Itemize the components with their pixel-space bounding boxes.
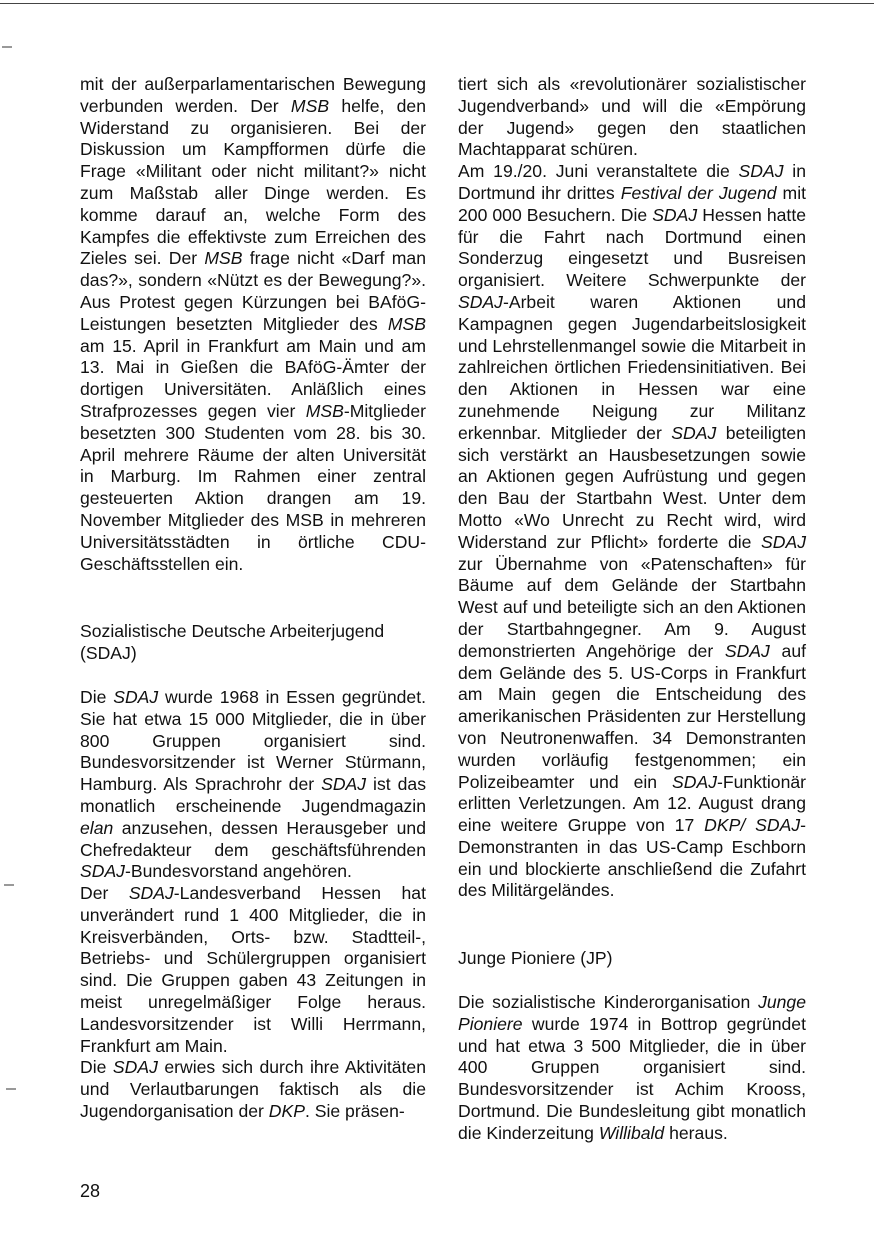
italic-term: MSB bbox=[290, 95, 330, 116]
text-run: erwies sich durch ihre Aktivitäten und Verlautbarungen faktisch als die Jugendorganisation der bbox=[80, 1057, 426, 1122]
text-run: -Bundesvorstand angehören. bbox=[124, 861, 352, 882]
italic-term: SDAJ bbox=[672, 771, 718, 792]
text-run: -Funktionär erlitten Verletzungen. Am 12. August drang eine weitere Gruppe von 17 bbox=[458, 771, 806, 836]
text-run: mit der außerparlamentarischen Bewegung verbunden werden. Der bbox=[80, 74, 426, 116]
text-run: Am 19./20. Juni veranstaltete die bbox=[458, 161, 739, 182]
text-run: anzusehen, dessen Herausgeber und Chefredakteur dem geschäftsführenden bbox=[80, 817, 426, 860]
italic-term: SDAJ bbox=[321, 774, 367, 795]
text-run: -Demonstranten in das US-Camp Eschborn ein und blockierte anschließend die Zufahrt des Militärgeländes. bbox=[458, 815, 806, 901]
sdaj-paragraph-activities bbox=[80, 1057, 426, 1122]
text-run: auf dem Gelände des 5. US-Corps in Frankfurt am Main gegen die Entscheidung des amerikanischen Präsidenten zur Herstellung von Neutronenwaffen. 34 Demonstranten wurden vorläufig festgenommen; ein Polizeibeamter und ein bbox=[458, 640, 806, 792]
text-run: am 15. April in Frankfurt am Main und am 13. Mai in Gießen die BAföG-Ämter der dortigen Universitäten. Anläßlich eines Strafprozesses gegen vier bbox=[80, 335, 426, 421]
sdaj-paragraph-hessen bbox=[80, 883, 426, 1057]
italic-term: SDAJ bbox=[761, 531, 806, 552]
text-run: ist das monatlich erscheinende Jugendmagazin bbox=[80, 774, 426, 816]
text-run: tiert sich als «revolutionärer sozialistischer Jugendverband» und will die «Empörung der Jugend» gegen den staatlichen Machtapparat schüren. bbox=[458, 74, 806, 160]
text-run: heraus. bbox=[664, 1122, 728, 1143]
text-run: -Arbeit waren Aktionen und Kampagnen gegen Jugendarbeitslosigkeit und Lehrstellenmangel sowie die Mitarbeit in zahlreichen örtlichen Friedensinitiativen. Bei den Aktionen in Hessen war eine zunehmende Neigung zur Militanz erkennbar. Mitglieder der bbox=[458, 291, 806, 443]
sdaj-heading-line: (SDAJ) bbox=[80, 643, 137, 664]
text-run: Hessen hatte für die Fahrt nach Dortmund einen Sonderzug eingesetzt und Busreisen organisiert. Weitere Schwerpunkte der bbox=[458, 204, 806, 291]
italic-term: SDAJ bbox=[113, 686, 159, 707]
italic-term: MSB bbox=[204, 248, 243, 269]
continuation-paragraph bbox=[458, 74, 806, 161]
text-run: Die sozialistische Kinderorganisation bbox=[458, 992, 759, 1013]
sdaj-heading-line: Sozialistische Deutsche Arbeiterjugend bbox=[80, 621, 385, 642]
text-run: in Dortmund ihr drittes bbox=[458, 161, 806, 203]
text-run: frage nicht «Darf man das?», sondern «Nützt es der Bewegung?». Aus Protest gegen Kürzungen bei BAföG-Leistungen besetzten Mitglieder des bbox=[80, 248, 426, 334]
text-run: mit 200 000 Besuchern. Die bbox=[458, 182, 807, 225]
italic-term: DKP/ SDAJ bbox=[704, 815, 801, 836]
text-run: beteiligten sich verstärkt an Hausbesetzungen sowie an Aktionen gegen Aufrüstung und gegen den Bau der Startbahn West. Unter dem Motto «Wo Unrecht zu Recht wird, wird Widerstand zur Pflicht» forderte die bbox=[458, 422, 806, 552]
scan-artifact-mark bbox=[2, 46, 12, 48]
page-number: 28 bbox=[80, 1181, 101, 1201]
text-run: helfe, den Widerstand zu organisieren. Bei der Diskussion um Kampfformen dürfe die Frage «Militant oder nicht militant?» nicht zum Maßstab aller Dinge werden. Es komme darauf an, welche Form des Kampfes die effektivste zum Erreichen des Zieles sei. Der bbox=[80, 95, 427, 269]
italic-term: MSB bbox=[305, 400, 344, 421]
jp-paragraph bbox=[458, 992, 806, 1145]
italic-term: SDAJ bbox=[652, 204, 698, 225]
page-top-rule bbox=[0, 3, 874, 4]
italic-term: MSB bbox=[387, 313, 426, 334]
italic-term: elan bbox=[80, 817, 114, 838]
text-run: wurde 1974 in Bottrop gegründet und hat etwa 3 500 Mitglieder, die in über 400 Gruppen organisiert sind. Bundesvorsitzender ist Achim Krooss, Dortmund. Die Bundesleitung gibt monatlich die Kinderzeitung bbox=[458, 1013, 806, 1143]
right-text-column bbox=[458, 74, 806, 1145]
italic-term: SDAJ bbox=[80, 861, 125, 882]
text-run: zur Übernahme von «Patenschaften» für Bäume auf dem Gelände der Startbahn West auf und beteiligte sich an den Aktionen der Startbahngegner. Am 9. August demonstrierten Angehörige der bbox=[458, 553, 806, 661]
scan-artifact-mark bbox=[6, 1088, 16, 1090]
intro-paragraph bbox=[80, 74, 426, 575]
italic-term: Festival der Jugend bbox=[620, 182, 777, 203]
scan-artifact-mark bbox=[4, 884, 14, 886]
section-gap bbox=[458, 902, 806, 948]
text-run: Die bbox=[80, 686, 114, 707]
italic-term: SDAJ bbox=[738, 161, 784, 182]
italic-term: DKP bbox=[268, 1101, 305, 1122]
text-run: . Sie präsen- bbox=[304, 1101, 405, 1122]
section-gap bbox=[458, 970, 806, 992]
festival-paragraph bbox=[458, 161, 806, 902]
text-run: -Mitglieder besetzten 300 Studenten vom 28. bis 30. April mehrere Räume der alten Universität in Marburg. Im Rahmen einer zentral gesteuerten Aktion drangen am 19. November Mitglieder des MSB in mehreren Universitätsstädten in örtliche CDU-Geschäftsstellen ein. bbox=[80, 400, 426, 574]
italic-term: Willibald bbox=[598, 1122, 665, 1143]
italic-term: Junge Pioniere bbox=[458, 992, 806, 1034]
left-text-column bbox=[80, 74, 426, 1123]
text-run: wurde 1968 in Essen gegründet. Sie hat etwa 15 000 Mitglieder, die in über 800 Gruppen organisiert sind. Bundesvorsitzender ist Werner Stürmann, Hamburg. Als Sprachrohr der bbox=[80, 686, 426, 795]
sdaj-section-heading bbox=[80, 621, 426, 665]
italic-term: SDAJ bbox=[724, 640, 770, 661]
italic-term: SDAJ bbox=[671, 422, 717, 443]
sdaj-paragraph-founding bbox=[80, 687, 426, 883]
text-run: Die bbox=[80, 1057, 113, 1078]
section-gap bbox=[80, 575, 426, 621]
text-run: -Landesverband Hessen hat unverändert rund 1 400 Mitglieder, die in Kreisverbänden, Orts- bzw. Stadtteil-, Betriebs- und Schülergruppen organisiert sind. Die Gruppen gaben 43 Zeitungen in meist unregelmäßiger Folge heraus. Landesvorsitzender ist Willi Herrmann, Frankfurt am Main. bbox=[80, 883, 426, 1056]
italic-term: SDAJ bbox=[458, 291, 503, 312]
text-run: Der bbox=[80, 883, 129, 904]
section-gap bbox=[80, 665, 426, 687]
jp-section-heading: Junge Pioniere (JP) bbox=[458, 948, 613, 969]
italic-term: SDAJ bbox=[128, 883, 174, 904]
italic-term: SDAJ bbox=[112, 1057, 158, 1078]
